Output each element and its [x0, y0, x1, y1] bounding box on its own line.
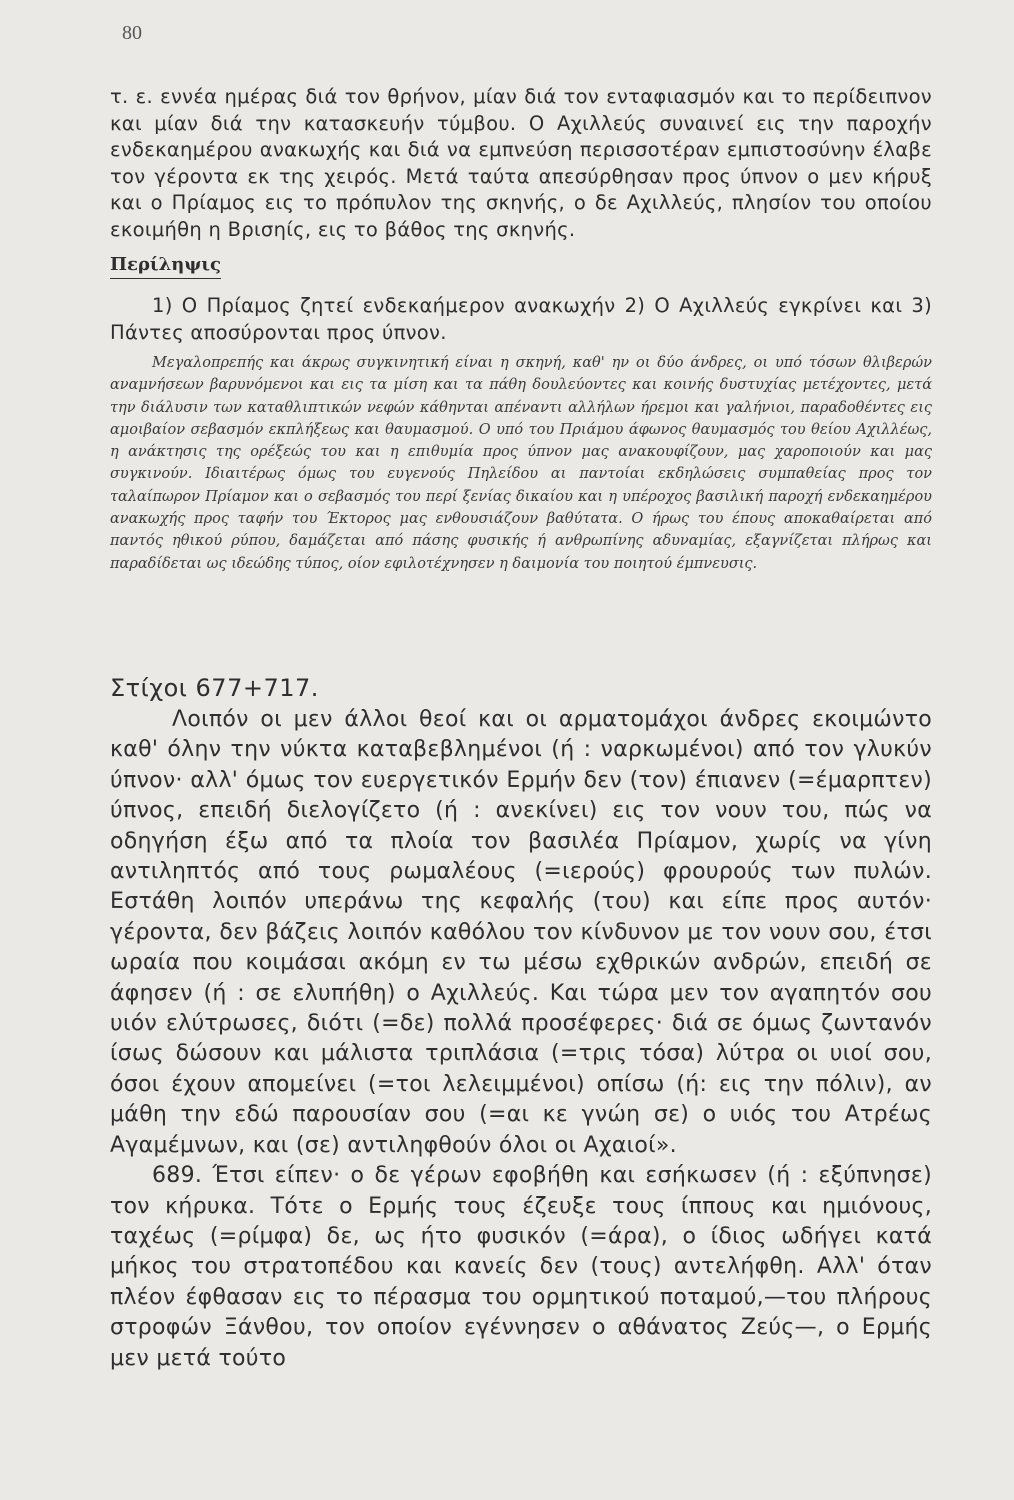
- summary-text: 1) Ο Πρίαμος ζητεί ενδεκαήμερον ανακωχήν 2) Ο Αχιλλεύς εγκρίνει και 3) Πάντες αποσύρονται προς ύπνον.: [110, 294, 932, 344]
- summary-heading: Περίληψις: [110, 254, 221, 279]
- translation-text: [110, 705, 932, 1374]
- opening-paragraph: τ. ε. εννέα ημέρας διά τον θρήνον, μίαν διά τον ενταφιασμόν και το περίδειπνον και μίαν διά την κατασκευήν τύμβου. Ο Αχιλλεύς συναινεί εις την παροχήν ενδεκαημέρου ανακωχής και διά να εμπνεύση περισσοτέραν εμπιστοσύνην έλαβε τον γέροντα εκ της χειρός. Μετά ταύτα απεσύρθησαν προς ύπνον ο μεν κήρυξ και ο Πρίαμος εις το πρόπυλον της σκηνής, ο δε Αχιλλεύς, πλησίον του οποίου εκοιμήθη η Βρισηίς, εις το βάθος της σκηνής.: [110, 85, 932, 241]
- verses-label: Στίχοι 677+717.: [110, 674, 319, 702]
- translation-paragraph-1: Λοιπόν οι μεν άλλοι θεοί και οι αρματομάχοι άνδρες εκοιμώντο καθ' όλην την νύκτα καταβεβλημένοι (ή : ναρκωμένοι) από τον γλυκύν ύπνον· αλλ' όμως τον ευεργετικόν Ερμήν δεν (τον) έπιανεν (=έμαρπτεν) ύπνος, επειδή διελογίζετο (ή : ανεκίνει) εις τον νουν του, πώς να οδηγήση έξω από τα πλοία τον βασιλέα Πρίαμον, χωρίς να γίνη αντιληπτός από τους ρωμαλέους (=ιερούς) φρουρούς των πυλών. Εστάθη λοιπόν υπεράνω της κεφαλής (του) και είπε προς αυτόν· γέροντα, δεν βάζεις λοιπόν καθόλου τον κίνδυνον με τον νουν σου, έτσι ωραία που κοιμάσαι ακόμη εν τω μέσω εχθρικών ανδρών, επειδή σε άφησεν (ή : σε ελυπήθη) ο Αχιλλεύς. Και τώρα μεν τον αγαπητόν σου υιόν ελύτρωσες, διότι (=δε) πολλά προσέφερες· διά σε όμως ζωντανόν ίσως δώσουν και μάλιστα τριπλάσια (=τρις τόσα) λύτρα οι υιοί σου, όσοι έχουν απομείνει (=τοι λελειμμένοι) οπίσω (ή: εις την πόλιν), αν μάθη την εδώ παρουσίαν σου (=αι κε γνώη σε) ο υιός του Ατρέως Αγαμέμνων, και (σε) αντιληφθούν όλοι οι Αχαιοί».: [110, 707, 932, 1158]
- translation-paragraph-2: 689. Έτσι είπεν· ο δε γέρων εφοβήθη και εσήκωσεν (ή : εξύπνησε) τον κήρυκα. Τότε ο Ερμής τους έζευξε τους ίππους και ημιόνους, ταχέως (=ρίμφα) δε, ως ήτο φυσικόν (=άρα), ο ίδιος ωδήγει κατά μήκος του στρατοπέδου και κανείς δεν (τους) αντελήφθη. Αλλ' όταν πλέον έφθασαν εις το πέρασμα του ορμητικού ποταμού,—του πλήρους στροφών Ξάνθου, τον οποίον εγέννησεν ο αθάνατος Ζεύς—, ο Ερμής μεν μετά τούτο: [110, 1163, 932, 1371]
- commentary-paragraph: Μεγαλοπρεπής και άκρως συγκινητική είναι η σκηνή, καθ' ην οι δύο άνδρες, οι υπό τόσων θλιβερών αναμνήσεων βαρυνόμενοι και εις τα μίση και τα πάθη δουλεύοντες και κοινής δυστυχίας μετέχοντες, μετά την διάλυσιν των καταθλιπτικών νεφών κάθηνται απέναντι αλλήλων ήρεμοι και γαλήνιοι, παραδοθέντες εις αμοιβαίον σεβασμόν εκπλήξεως και θαυμασμού. Ο υπό του Πριάμου άφωνος θαυμασμός του θείου Αχιλλέως, η ανάκτησις της ορέξεώς του και η επιθυμία προς ύπνον μας ανακουφίζουν, μας χαροποιούν και μας συγκινούν. Ιδιαιτέρως όμως του ευγενούς Πηλείδου αι παντοίαι εκδηλώσεις συμπαθείας προς τον ταλαίπωρον Πρίαμον και ο σεβασμός του περί ξενίας δικαίου και η υπέροχος βασιλική παροχή ενδεκαημέρου ανακωχής προς ταφήν του Έκτορος μας ενθουσιάζουν βαθύτατα. Ο ήρως του έπους αποκαθαίρεται από παντός ηθικού ρύπου, δαμάζεται από πάσης φυσικής ή ανθρωπίνης αδυναμίας, εξαγνίζεται πλήρως και παραδίδεται ως ιδεώδης τύπος, οίον εφιλοτέχνησεν η δαιμονία του ποιητού έμπνευσις.: [110, 355, 932, 572]
- page-number: 80: [122, 22, 142, 44]
